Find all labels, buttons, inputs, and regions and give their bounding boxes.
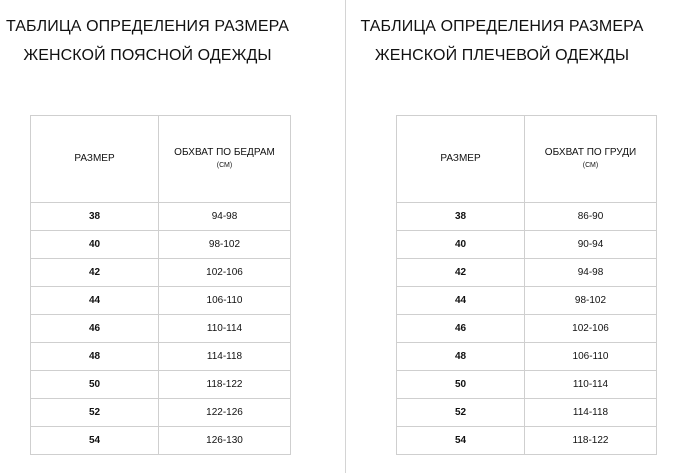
size-cell: 42	[397, 259, 525, 287]
header-size: РАЗМЕР	[397, 116, 525, 203]
waist-chart-title-line2: ЖЕНСКОЙ ПОЯСНОЙ ОДЕЖДЫ	[23, 47, 272, 64]
size-cell: 52	[397, 399, 525, 427]
range-cell: 90-94	[525, 231, 657, 259]
size-cell: 44	[31, 287, 159, 315]
size-cell: 40	[397, 231, 525, 259]
size-cell: 50	[397, 371, 525, 399]
range-cell: 110-114	[525, 371, 657, 399]
size-cell: 54	[31, 427, 159, 455]
range-cell: 86-90	[525, 203, 657, 231]
size-cell: 48	[397, 343, 525, 371]
range-cell: 94-98	[525, 259, 657, 287]
range-cell: 102-106	[159, 259, 291, 287]
range-cell: 118-122	[159, 371, 291, 399]
range-cell: 114-118	[525, 399, 657, 427]
waist-chart-title	[0, 12, 320, 70]
shoulder-clothing-panel	[346, 0, 676, 473]
table-row	[397, 203, 657, 231]
size-cell: 54	[397, 427, 525, 455]
table-row	[397, 427, 657, 455]
size-cell: 38	[31, 203, 159, 231]
shoulder-chart-title-line1: ТАБЛИЦА ОПРЕДЕЛЕНИЯ РАЗМЕРА	[360, 18, 644, 35]
header-size: РАЗМЕР	[31, 116, 159, 203]
range-cell: 94-98	[159, 203, 291, 231]
table-row	[31, 231, 291, 259]
range-cell: 122-126	[159, 399, 291, 427]
table-row	[397, 287, 657, 315]
table-row	[397, 399, 657, 427]
table-row	[31, 259, 291, 287]
range-cell: 126-130	[159, 427, 291, 455]
header-chest-girth: ОБХВАТ ПО ГРУДИ (СМ)	[525, 116, 657, 203]
range-cell: 114-118	[159, 343, 291, 371]
range-cell: 98-102	[525, 287, 657, 315]
shoulder-size-table	[396, 115, 657, 455]
size-cell: 40	[31, 231, 159, 259]
size-cell: 50	[31, 371, 159, 399]
table-row	[31, 343, 291, 371]
table-row	[397, 259, 657, 287]
table-header-row	[31, 116, 291, 203]
range-cell: 106-110	[525, 343, 657, 371]
range-cell: 118-122	[525, 427, 657, 455]
table-row	[397, 343, 657, 371]
size-cell: 46	[31, 315, 159, 343]
size-cell: 48	[31, 343, 159, 371]
size-cell: 42	[31, 259, 159, 287]
table-row	[31, 399, 291, 427]
table-row	[31, 287, 291, 315]
size-cell: 52	[31, 399, 159, 427]
table-row	[31, 315, 291, 343]
range-cell: 106-110	[159, 287, 291, 315]
shoulder-chart-title-line2: ЖЕНСКОЙ ПЛЕЧЕВОЙ ОДЕЖДЫ	[374, 47, 630, 64]
size-cell: 44	[397, 287, 525, 315]
range-cell: 98-102	[159, 231, 291, 259]
table-row	[31, 371, 291, 399]
size-cell: 38	[397, 203, 525, 231]
range-cell: 102-106	[525, 315, 657, 343]
table-row	[31, 427, 291, 455]
waist-size-table	[30, 115, 291, 455]
table-header-row	[397, 116, 657, 203]
range-cell: 110-114	[159, 315, 291, 343]
size-cell: 46	[397, 315, 525, 343]
table-row	[397, 315, 657, 343]
shoulder-chart-title	[337, 12, 667, 70]
header-hip-girth: ОБХВАТ ПО БЕДРАМ (СМ)	[159, 116, 291, 203]
table-row	[397, 231, 657, 259]
table-row	[31, 203, 291, 231]
waist-chart-title-line1: ТАБЛИЦА ОПРЕДЕЛЕНИЯ РАЗМЕРА	[5, 18, 290, 35]
table-row	[397, 371, 657, 399]
